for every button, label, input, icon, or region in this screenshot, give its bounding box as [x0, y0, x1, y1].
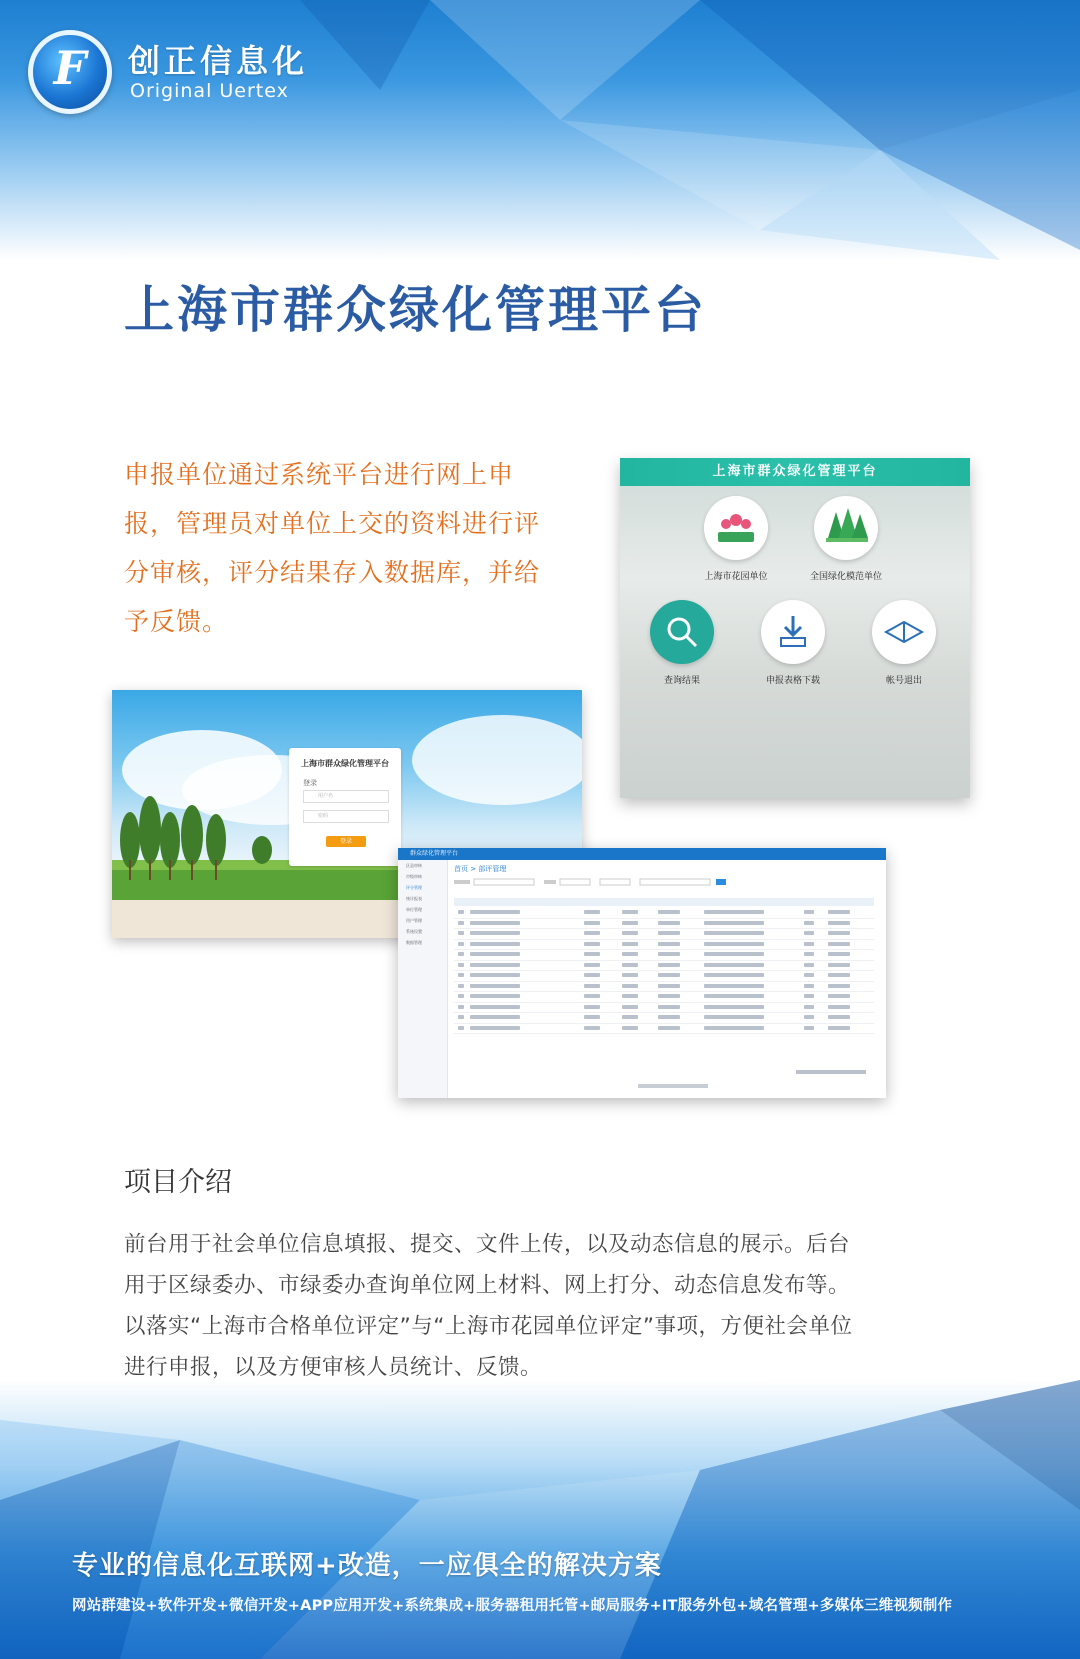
- table-cell: [622, 1005, 638, 1009]
- tile-label: 申报表格下载: [765, 676, 820, 686]
- table-row[interactable]: [454, 992, 874, 1003]
- table-cell: [804, 921, 814, 925]
- table-cell: [470, 952, 520, 956]
- table-cell: [458, 921, 464, 925]
- brand-name-cn: 创正信息化: [128, 42, 309, 80]
- table-cell: [458, 963, 464, 967]
- table-cell: [458, 942, 464, 946]
- table-row[interactable]: [454, 929, 874, 940]
- tile-label: 全国绿化模范单位: [809, 572, 882, 582]
- table-cell: [622, 921, 638, 925]
- table-cell: [584, 1026, 600, 1030]
- table-cell: [622, 973, 638, 977]
- table-cell: [622, 931, 638, 935]
- table-cell: [804, 1026, 814, 1030]
- admin-breadcrumb: 首页 > 部评管理: [454, 865, 507, 873]
- table-cell: [828, 984, 850, 988]
- login-button[interactable]: 登录: [326, 836, 366, 847]
- table-cell: [704, 994, 764, 998]
- table-cell: [584, 1005, 600, 1009]
- table-cell: [658, 921, 680, 925]
- table-cell: [804, 952, 814, 956]
- login-subtitle: 登录: [303, 779, 317, 787]
- table-cell: [828, 963, 850, 967]
- table-cell: [828, 973, 850, 977]
- table-cell: [584, 921, 600, 925]
- admin-action-buttons: [454, 890, 534, 896]
- table-row[interactable]: [454, 950, 874, 961]
- table-cell: [704, 921, 764, 925]
- table-cell: [658, 1026, 680, 1030]
- table-cell: [470, 931, 520, 935]
- table-cell: [458, 1026, 464, 1030]
- table-cell: [584, 931, 600, 935]
- table-cell: [804, 931, 814, 935]
- footer-banner: [0, 1380, 1080, 1659]
- table-cell: [458, 910, 464, 914]
- admin-sidebar: [398, 860, 448, 1098]
- table-cell: [622, 952, 638, 956]
- table-row[interactable]: [454, 982, 874, 993]
- table-row[interactable]: [454, 919, 874, 930]
- login-panel: [289, 748, 401, 866]
- table-cell: [828, 1015, 850, 1019]
- tile-label: 帐号退出: [885, 676, 922, 686]
- table-cell: [704, 931, 764, 935]
- table-cell: [470, 921, 520, 925]
- table-cell: [828, 921, 850, 925]
- table-cell: [470, 973, 520, 977]
- project-description: 前台用于社会单位信息填报、提交、文件上传，以及动态信息的展示。后台用于区绿委办、市绿委办查询单位网上材料、网上打分、动态信息发布等。以落实“上海市合格单位评定”与“上海市花园单位评定”事项，方便社会单位进行申报，以及方便审核人员统计、反馈。: [124, 1232, 853, 1380]
- table-cell: [804, 1015, 814, 1019]
- table-row[interactable]: [454, 971, 874, 982]
- flowers-icon[interactable]: [704, 496, 768, 560]
- admin-sidebar-item[interactable]: 市级审核: [406, 874, 422, 879]
- table-cell: [804, 963, 814, 967]
- table-cell: [704, 963, 764, 967]
- table-cell: [622, 994, 638, 998]
- table-cell: [804, 910, 814, 914]
- table-cell: [658, 942, 680, 946]
- table-cell: [828, 931, 850, 935]
- table-cell: [804, 1005, 814, 1009]
- admin-sidebar-item[interactable]: 评分管理: [406, 885, 422, 890]
- footer-services: 网站群建设+软件开发+微信开发+APP应用开发+系统集成+服务器租用托管+邮局服务+IT服务外包+域名管理+多媒体三维视频制作: [72, 1598, 953, 1614]
- page-title: 上海市群众绿化管理平台: [124, 281, 707, 339]
- footer-slogan: 专业的信息化互联网+改造，一应俱全的解决方案: [72, 1551, 662, 1581]
- table-cell: [458, 952, 464, 956]
- table-cell: [804, 942, 814, 946]
- table-cell: [658, 994, 680, 998]
- table-cell: [704, 973, 764, 977]
- tile-label: 查询结果: [663, 676, 700, 686]
- admin-topbar: 群众绿化管理平台: [398, 848, 886, 860]
- brand-logo: F: [28, 30, 112, 114]
- table-cell: [658, 984, 680, 988]
- table-cell: [584, 910, 600, 914]
- table-cell: [704, 984, 764, 988]
- table-cell: [704, 952, 764, 956]
- admin-footer-info: [638, 1084, 708, 1088]
- footer-polygon-art: [0, 1380, 1080, 1659]
- username-field[interactable]: 用户名: [303, 790, 389, 803]
- table-cell: [470, 910, 520, 914]
- download-icon[interactable]: [761, 600, 825, 664]
- table-cell: [458, 994, 464, 998]
- table-cell: [584, 994, 600, 998]
- table-cell: [704, 942, 764, 946]
- table-cell: [458, 1005, 464, 1009]
- table-cell: [828, 952, 850, 956]
- table-cell: [584, 952, 600, 956]
- password-field[interactable]: 密码: [303, 810, 389, 823]
- table-row[interactable]: [454, 1024, 874, 1035]
- table-cell: [458, 1015, 464, 1019]
- table-cell: [658, 963, 680, 967]
- table-cell: [804, 994, 814, 998]
- table-cell: [622, 1015, 638, 1019]
- table-cell: [470, 1005, 520, 1009]
- table-cell: [458, 931, 464, 935]
- table-cell: [704, 1015, 764, 1019]
- admin-sidebar-item[interactable]: 数据管理: [406, 940, 422, 945]
- table-cell: [458, 973, 464, 977]
- table-cell: [584, 973, 600, 977]
- login-title: 上海市群众绿化管理平台: [301, 759, 389, 768]
- table-row[interactable]: [454, 1003, 874, 1014]
- table-cell: [470, 1015, 520, 1019]
- tile-label: 上海市花园单位: [704, 572, 768, 582]
- table-cell: [804, 984, 814, 988]
- table-cell: [658, 931, 680, 935]
- table-cell: [470, 994, 520, 998]
- admin-sidebar-item[interactable]: 统计报表: [406, 896, 422, 901]
- table-row[interactable]: [454, 940, 874, 951]
- table-cell: [470, 963, 520, 967]
- table-cell: [622, 963, 638, 967]
- table-cell: [658, 952, 680, 956]
- admin-sidebar-item[interactable]: 单位管理: [406, 907, 422, 912]
- admin-filter-bar: [454, 878, 874, 886]
- section-title: 项目介绍: [124, 1167, 232, 1198]
- admin-sidebar-item[interactable]: 系统设置: [406, 929, 422, 934]
- brand-name-en: Original Uertex: [130, 80, 289, 102]
- table-cell: [470, 984, 520, 988]
- table-cell: [828, 942, 850, 946]
- admin-table-header: [454, 898, 874, 906]
- admin-pagination[interactable]: [796, 1070, 866, 1074]
- table-cell: [658, 973, 680, 977]
- portal-screenshot: [620, 458, 970, 798]
- table-row[interactable]: [454, 961, 874, 972]
- table-cell: [470, 1026, 520, 1030]
- table-cell: [828, 910, 850, 914]
- logout-icon[interactable]: [872, 600, 936, 664]
- admin-sidebar-item[interactable]: 用户管理: [406, 918, 422, 923]
- table-cell: [622, 942, 638, 946]
- table-cell: [458, 984, 464, 988]
- table-cell: [622, 984, 638, 988]
- intro-text: 申报单位通过系统平台进行网上申报，管理员对单位上交的资料进行评分审核，评分结果存入数据库，并给予反馈。: [124, 460, 541, 636]
- table-cell: [804, 973, 814, 977]
- table-cell: [584, 1015, 600, 1019]
- table-cell: [658, 1005, 680, 1009]
- table-cell: [584, 984, 600, 988]
- table-cell: [704, 910, 764, 914]
- header-banner: [0, 0, 1080, 260]
- admin-screenshot: [398, 848, 886, 1098]
- table-cell: [584, 942, 600, 946]
- table-cell: [622, 1026, 638, 1030]
- admin-sidebar-item[interactable]: 区县审核: [406, 863, 422, 868]
- table-cell: [658, 910, 680, 914]
- table-cell: [828, 1026, 850, 1030]
- trees-icon[interactable]: [814, 496, 878, 560]
- table-cell: [828, 994, 850, 998]
- table-cell: [658, 1015, 680, 1019]
- table-cell: [828, 1005, 850, 1009]
- table-cell: [704, 1026, 764, 1030]
- portal-header: 上海市群众绿化管理平台: [620, 458, 970, 486]
- table-row[interactable]: [454, 908, 874, 919]
- table-cell: [704, 1005, 764, 1009]
- table-row[interactable]: [454, 1013, 874, 1024]
- table-cell: [622, 910, 638, 914]
- table-cell: [470, 942, 520, 946]
- search-icon[interactable]: [650, 600, 714, 664]
- table-cell: [584, 963, 600, 967]
